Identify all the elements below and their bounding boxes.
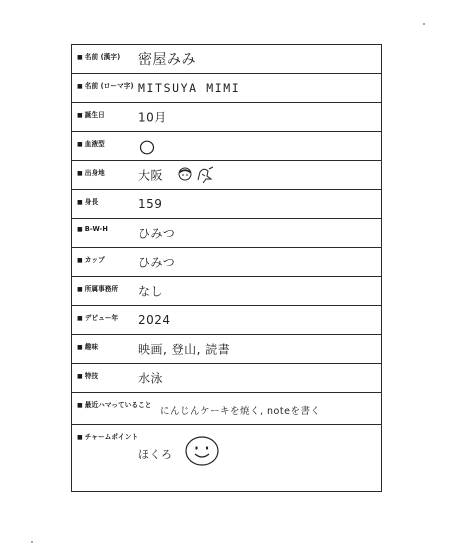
label-name-kanji: ■ 名前 (漢字) (77, 51, 120, 61)
label-height: ■ 身長 (77, 196, 98, 206)
scan-speck (423, 23, 425, 25)
smiley-face-doodle-icon (182, 434, 222, 468)
value-birthday: 10月 (138, 110, 167, 125)
label-birthday: ■ 誕生日 (77, 109, 105, 119)
row-bwh (72, 219, 381, 248)
row-height (72, 190, 381, 219)
row-debut-year (72, 306, 381, 335)
value-hobby: 映画, 登山, 読書 (138, 342, 231, 357)
row-agency (72, 277, 381, 306)
label-cup: ■ カップ (77, 254, 105, 264)
row-recent-obsession (72, 393, 381, 425)
value-cup: ひみつ (138, 255, 176, 270)
label-skill: ■ 特技 (77, 370, 98, 380)
label-hobby: ■ 趣味 (77, 341, 98, 351)
label-debut-year: ■ デビュー年 (77, 312, 118, 322)
value-bwh: ひみつ (138, 226, 176, 241)
character-doodle-icon (176, 164, 220, 186)
label-blood-type: ■ 血液型 (77, 138, 105, 148)
row-birthday (72, 103, 381, 132)
value-recent-obsession: にんじんケーキを焼く, noteを書く (160, 406, 321, 417)
row-skill (72, 364, 381, 393)
circle-mark-icon (138, 139, 156, 156)
scan-speck (31, 541, 33, 543)
row-cup (72, 248, 381, 277)
value-charm-point: ほくろ (138, 448, 173, 461)
row-name-kanji (72, 45, 381, 74)
row-blood-type (72, 132, 381, 161)
value-skill: 水泳 (138, 371, 164, 386)
label-recent-obsession: ■ 最近ハマっていること (77, 399, 151, 409)
row-charm-point (72, 425, 381, 491)
profile-form (71, 44, 382, 492)
label-birthplace: ■ 出身地 (77, 167, 105, 177)
row-hobby (72, 335, 381, 364)
value-debut-year: 2024 (138, 313, 171, 327)
label-name-romaji: ■ 名前 (ローマ字) (77, 80, 134, 90)
label-agency: ■ 所属事務所 (77, 283, 118, 293)
value-name-romaji: MITSUYA MIMI (138, 81, 241, 95)
value-name-kanji: 密屋みみ (138, 52, 196, 68)
label-charm-point: ■ チャームポイント (77, 431, 138, 441)
value-height: 159 (138, 197, 163, 211)
row-birthplace (72, 161, 381, 190)
label-bwh: ■ B-W-H (77, 225, 108, 233)
value-birthplace: 大阪 (138, 168, 164, 183)
value-agency: なし (138, 284, 164, 299)
row-name-romaji (72, 74, 381, 103)
